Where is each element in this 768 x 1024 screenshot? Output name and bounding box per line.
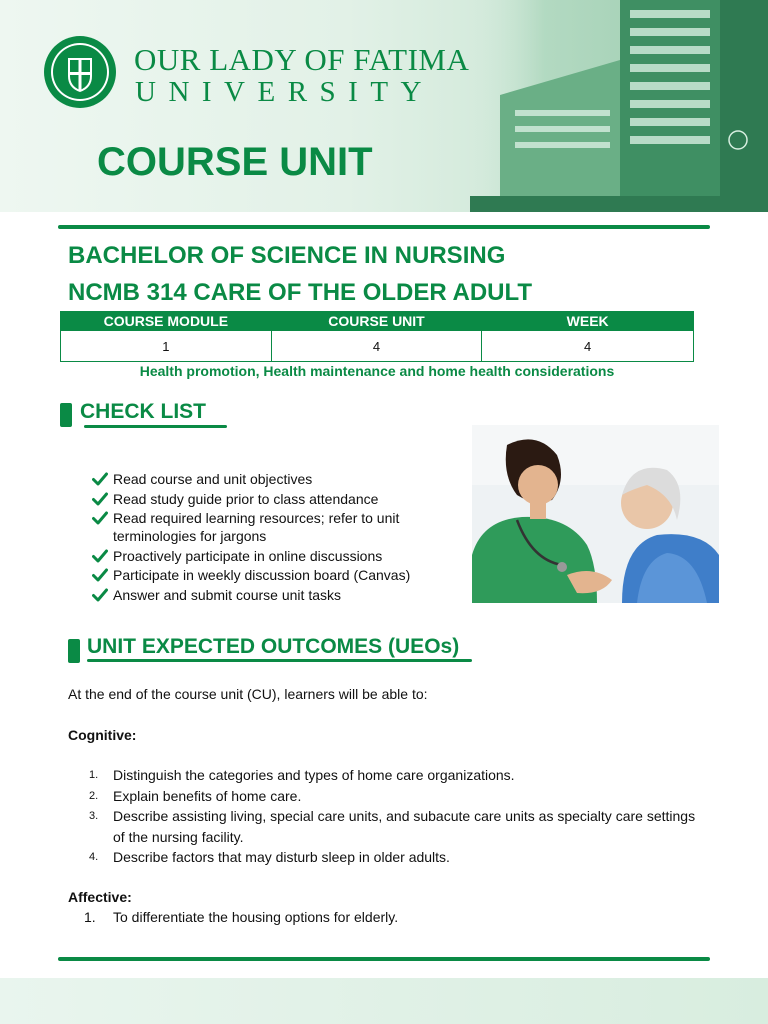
- header-course-unit: COURSE UNIT: [271, 312, 482, 331]
- list-item: 3. Describe assisting living, special care units, and subacute care units as specialty care settings of the nursing facility.: [89, 808, 696, 845]
- footer-band: [0, 978, 768, 1024]
- university-name-line2: UNIVERSITY: [135, 76, 434, 108]
- check-icon: [92, 588, 108, 602]
- objective-text: Describe assisting living, special care units, and subacute care units as specialty care settings of the nursing facility.: [113, 808, 696, 845]
- cell-week: 4: [482, 331, 694, 362]
- list-item: 1. To differentiate the housing options for elderly.: [84, 909, 399, 925]
- objective-text: Explain benefits of home care.: [113, 787, 302, 804]
- affective-label: Affective:: [68, 889, 132, 905]
- checklist-item-text: Proactively participate in online discussions: [113, 547, 383, 564]
- list-item: [92, 509, 462, 545]
- header-week: WEEK: [482, 312, 694, 331]
- program-title: BACHELOR OF SCIENCE IN NURSING: [68, 242, 506, 269]
- ueo-intro: At the end of the course unit (CU), learners will be able to:: [68, 686, 428, 702]
- cell-course-module: 1: [61, 331, 272, 362]
- checklist-section-marker: [60, 403, 72, 427]
- nurse-with-elderly-photo: [472, 425, 719, 603]
- course-title: NCMB 314 CARE OF THE OLDER ADULT: [68, 279, 533, 306]
- list-item: 1. Distinguish the categories and types of home care organizations.: [89, 767, 515, 783]
- document-title: COURSE UNIT: [97, 140, 373, 184]
- cognitive-label: Cognitive:: [68, 727, 137, 743]
- check-icon: [92, 472, 108, 486]
- ueo-underline: [87, 659, 472, 662]
- table-row: [61, 331, 694, 362]
- checklist-title: CHECK LIST: [80, 400, 206, 423]
- list-item: 4. Describe factors that may disturb sleep in older adults.: [89, 849, 450, 865]
- list-item: [92, 490, 462, 508]
- check-icon: [92, 549, 108, 563]
- checklist-item-text: Read course and unit objectives: [113, 471, 313, 487]
- objective-text: Describe factors that may disturb sleep in older adults.: [113, 849, 450, 865]
- header-course-module: COURSE MODULE: [61, 312, 272, 331]
- check-icon: [92, 492, 108, 506]
- check-icon: [92, 511, 108, 525]
- header-banner: [0, 0, 768, 212]
- affective-objectives-list: [84, 907, 703, 928]
- table-header-row: [61, 312, 694, 331]
- objective-text: To differentiate the housing options for elderly.: [113, 909, 399, 925]
- ueo-title: UNIT EXPECTED OUTCOMES (UEOs): [87, 635, 460, 658]
- ueo-section-marker: [68, 639, 80, 663]
- checklist-item-text: Answer and submit course unit tasks: [113, 586, 341, 603]
- list-item: [92, 547, 462, 565]
- unit-topic: Health promotion, Health maintenance and home health considerations: [139, 363, 615, 379]
- bottom-divider: [58, 957, 710, 961]
- university-seal-icon: [42, 34, 118, 110]
- check-icon: [92, 568, 108, 582]
- checklist-item-text: Participate in weekly discussion board (Canvas): [113, 567, 411, 584]
- course-info-table: [60, 311, 694, 362]
- university-building-image: [470, 0, 768, 212]
- list-item: [92, 470, 462, 488]
- checklist-item-text: Read study guide prior to class attendance: [113, 490, 379, 507]
- top-divider: [58, 225, 710, 229]
- checklist: [92, 470, 462, 606]
- list-item: 2. Explain benefits of home care.: [89, 787, 302, 804]
- cell-course-unit: 4: [271, 331, 482, 362]
- university-name-line1: OUR LADY OF FATIMA: [134, 42, 470, 77]
- cognitive-objectives-list: [89, 765, 703, 868]
- list-item: [92, 566, 462, 584]
- list-item: [92, 586, 462, 604]
- objective-text: Distinguish the categories and types of home care organizations.: [113, 767, 515, 783]
- checklist-item-text: Read required learning resources; refer to unit terminologies for jargons: [113, 510, 400, 545]
- checklist-underline: [84, 425, 227, 428]
